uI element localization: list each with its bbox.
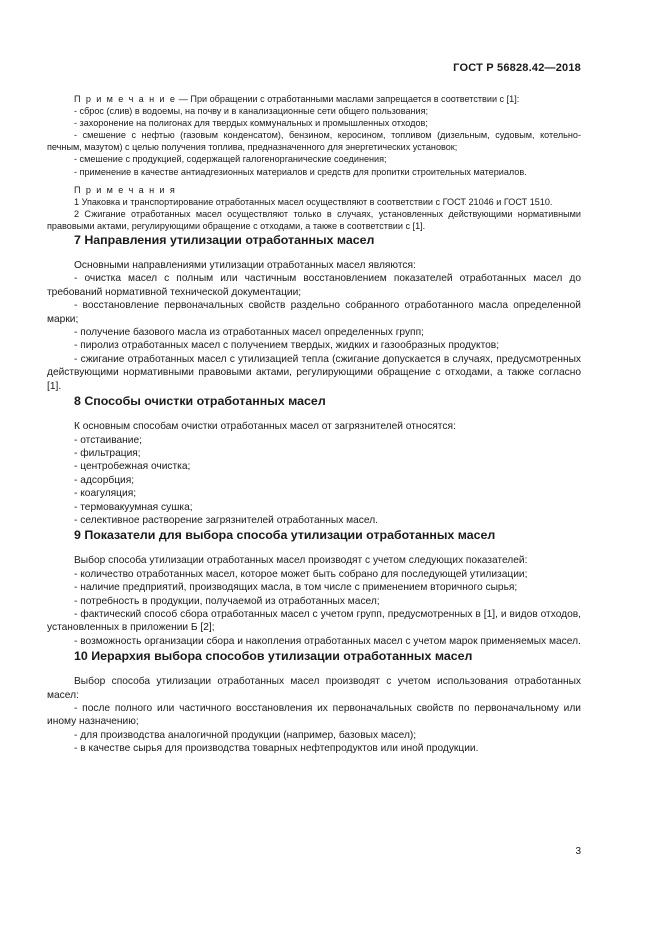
list-item: - возможность организации сбора и накопления отработанных масел с учетом марок применяемых масел. — [74, 635, 581, 647]
list-item: - восстановление первоначальных свойств раздельно собранного отработанного масла определенной марки; — [47, 300, 581, 325]
list-item: - отстаивание; — [74, 434, 142, 446]
note-label: П р и м е ч а н и е — [74, 94, 177, 104]
list-item: - потребность в продукции, получаемой из отработанных масел; — [74, 595, 380, 607]
note-item: 2 Сжигание отработанных масел осуществляют только в случаях, установленных действующими нормативными правовыми актами, регулирующими обращение с отходами, а также в соответствии с [1]. — [47, 208, 581, 231]
section-intro: К основным способам очистки отработанных масел от загрязнителей относятся: — [74, 421, 456, 433]
section-heading: 7 Направления утилизации отработанных масел — [74, 233, 375, 248]
section-intro: Выбор способа утилизации отработанных масел производят с учетом использования отработанных масел: — [47, 676, 581, 701]
list-item: - центробежная очистка; — [74, 461, 191, 473]
note-item: - смешение с продукцией, содержащей галогенорганические соединения; — [74, 154, 387, 165]
note-item: - сброс (слив) в водоемы, на почву и в канализационные сети общего пользования; — [74, 106, 429, 117]
list-item: - в качестве сырья для производства товарных нефтепродуктов или иной продукции. — [74, 743, 479, 755]
section-intro: Выбор способа утилизации отработанных масел производят с учетом следующих показателей: — [74, 555, 528, 567]
note-intro: П р и м е ч а н и е — При обращении с отработанными маслами запрещается в соответствии с [1]: — [74, 94, 520, 104]
notes-label: П р и м е ч а н и я — [74, 184, 177, 195]
page-content — [47, 93, 581, 756]
note-item: 1 Упаковка и транспортирование отработанных масел осуществляют в соответствии с ГОСТ 21046 и ГОСТ 1510. — [74, 196, 553, 207]
list-item: - селективное растворение загрязнителей отработанных масел. — [74, 514, 378, 526]
list-item: - фильтрация; — [74, 447, 141, 459]
list-item: - для производства аналогичной продукции (например, базовых масел); — [74, 729, 417, 741]
list-item: - очистка масел с полным или частичным восстановлением показателей отработанных масел до требований нормативной технической документации; — [47, 273, 581, 298]
section-8 — [47, 393, 581, 527]
list-item: - после полного или частичного восстановления их первоначальных свойств по первоначальному или иному назначению; — [47, 703, 581, 728]
section-10 — [47, 648, 581, 755]
list-item: - сжигание отработанных масел с утилизацией тепла (сжигание допускается в случаях, предусмотренных действующими нормативными правовыми актами, регулирующими обращение с отходами, а также согласно [1]. — [47, 353, 581, 392]
list-item: - количество отработанных масел, которое может быть собрано для последующей утилизации; — [74, 568, 528, 580]
list-item: - термовакуумная сушка; — [74, 501, 193, 513]
section-heading: 8 Способы очистки отработанных масел — [74, 394, 326, 409]
list-item: - пиролиз отработанных масел с получением твердых, жидких и газообразных продуктов; — [74, 340, 500, 352]
section-9 — [47, 527, 581, 648]
document-code: ГОСТ Р 56828.42—2018 — [453, 62, 581, 74]
note-item: - захоронение на полигонах для твердых коммунальных и промышленных отходов; — [74, 118, 428, 129]
list-item: - коагуляция; — [74, 488, 137, 500]
note-item: - смешение с нефтью (газовым конденсатом), бензином, керосином, топливом (дизельным, судовым, котельно-печным, мазутом) с целью получения топлива, предназначенного для энергетических установок; — [47, 130, 581, 153]
section-intro: Основными направлениями утилизации отработанных масел являются: — [74, 260, 416, 272]
section-7 — [47, 232, 581, 393]
section-heading: 9 Показатели для выбора способа утилизации отработанных масел — [74, 528, 496, 543]
list-item: - получение базового масла из отработанных масел определенных групп; — [74, 327, 424, 339]
note-item: - применение в качестве антиадгезионных материалов и средств для пропитки строительных материалов. — [74, 166, 527, 177]
note-block — [47, 93, 581, 232]
list-item: - адсорбция; — [74, 474, 135, 486]
list-item: - фактический способ сбора отработанных масел с учетом групп, предусмотренных в [1], и видов отходов, установленных в приложении Б [2]; — [47, 608, 581, 634]
page-number: 3 — [575, 846, 581, 857]
section-heading: 10 Иерархия выбора способов утилизации отработанных масел — [74, 649, 473, 664]
list-item: - наличие предприятий, производящих масла, в том числе с применением вторичного сырья; — [74, 582, 518, 594]
